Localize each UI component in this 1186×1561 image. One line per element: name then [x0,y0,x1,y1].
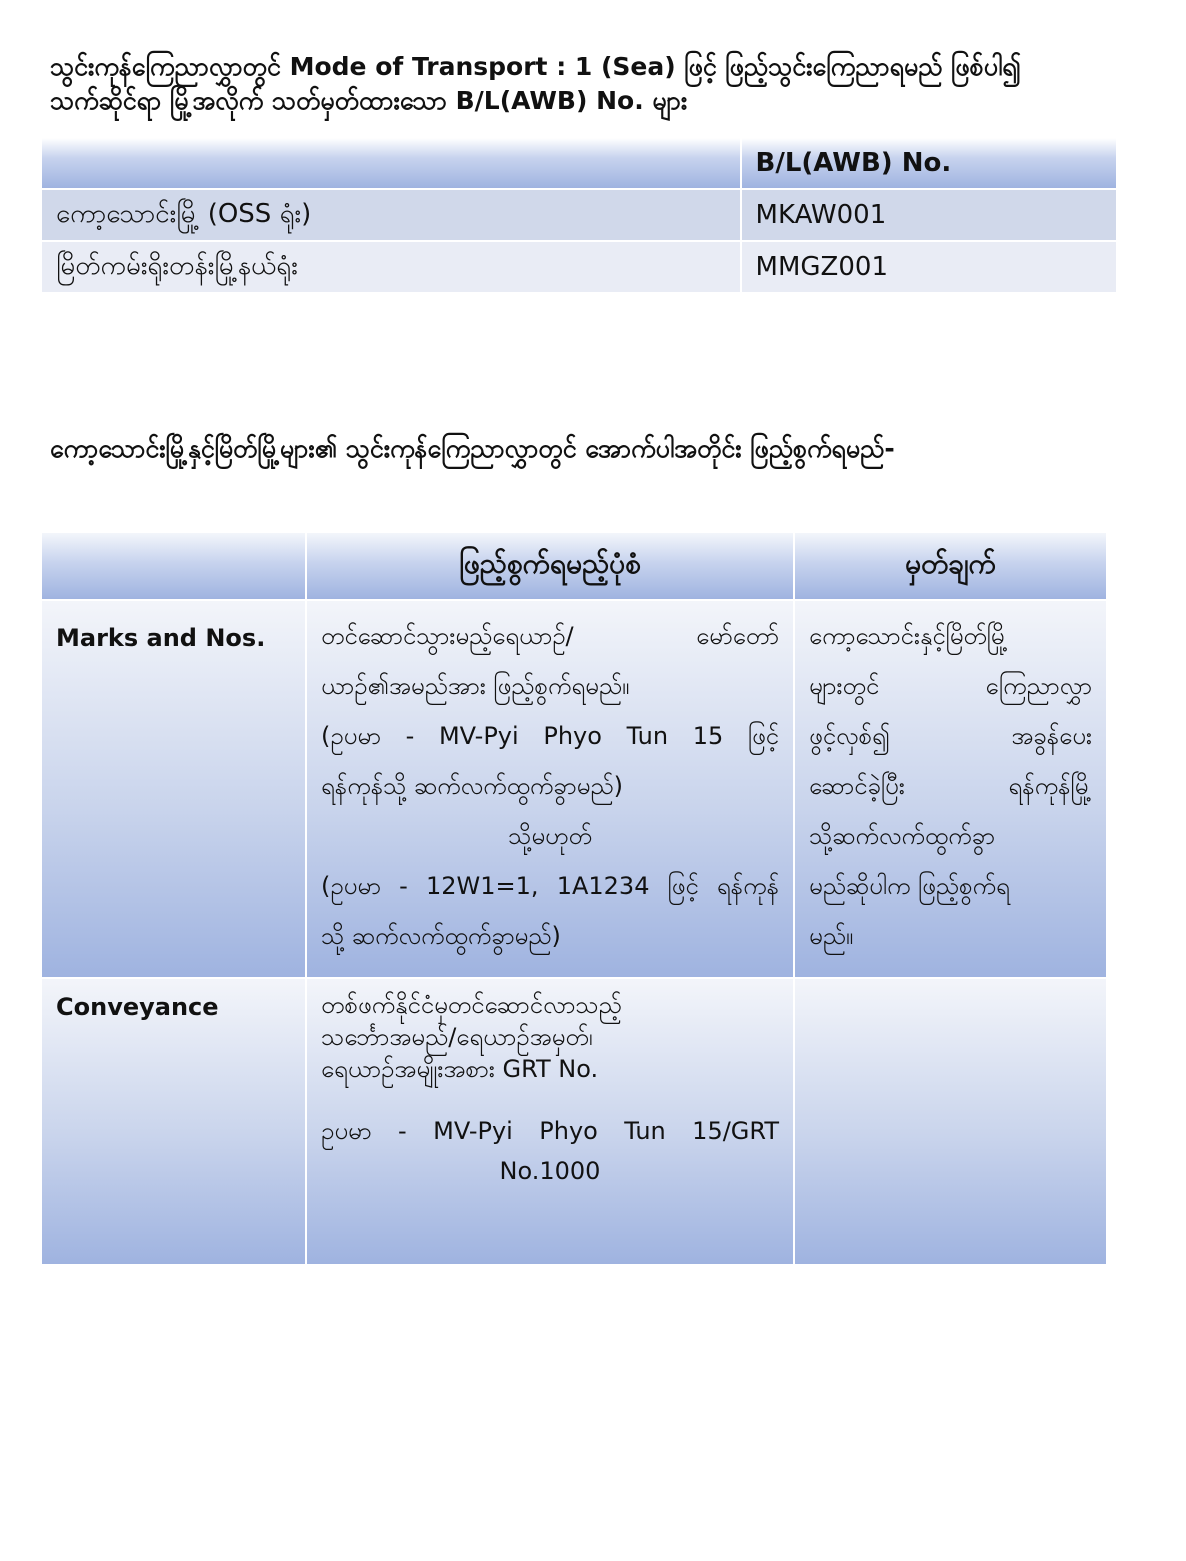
table-header-row [41,137,1117,189]
heading-fill-instructions: ကော့သောင်းမြို့နှင့်မြိတ်မြို့များ၏ သွင်းကုန်ကြေညာလွှာတွင် အောက်ပါအတိုင်း ဖြည့်စွက်ရမည်- [50,434,895,463]
desc-line: သို့မဟုတ် [508,822,592,850]
note-line: သို့ဆက်လက်ထွက်ခွာ [809,822,995,850]
header-bl-awb-no: B/L(AWB) No. [741,137,1117,189]
header-place [41,137,741,189]
desc-line: သို့ ဆက်လက်ထွက်ခွာမည်) [321,922,561,950]
header-fill-format: ဖြည့်စွက်ရမည့်ပုံစံ [306,532,794,600]
place-cell: ကော့သောင်းမြို့ (OSS ရုံး) [41,189,741,241]
heading-bl-numbers: သွင်းကုန်ကြေညာလွှာတွင် Mode of Transport : 1 (Sea) ဖြင့် ဖြည့်သွင်းကြေညာရမည် ဖြစ်ပါ၍ သက်ဆိုင်ရာ မြို့အလိုက် သတ်မှတ်ထားသော B/L(AWB) No. များ [50,52,1021,115]
example-line: No.1000 [499,1157,601,1185]
desc-line: တင်ဆောင်သွားမည့်ရေယာဉ်/ မော်တော် [321,622,779,650]
remarks-cell [794,600,1107,978]
table-row-marks [41,600,1107,978]
desc-line: (ဥပမာ - 12W1=1, 1A1234 ဖြင့် ရန်ကုန် [321,872,779,900]
header-remarks: မှတ်ချက် [794,532,1107,600]
table-row-conveyance [41,978,1107,1265]
table-header-row [41,532,1107,600]
spacer [321,1085,779,1115]
place-cell: မြိတ်ကမ်းရိုးတန်းမြို့နယ်ရုံး [41,241,741,293]
note-line: ကော့သောင်းနှင့်မြိတ်မြို့ [809,622,1009,650]
code-cell: MKAW001 [741,189,1117,241]
code-cell: MMGZ001 [741,241,1117,293]
desc-line: တစ်ဖက်နိုင်ငံမှတင်ဆောင်လာသည့် [321,991,622,1019]
note-line: ဖွင့်လှစ်၍ အခွန်ပေး [809,722,1092,750]
fill-format-cell [306,978,794,1265]
fill-instructions-table [40,531,1108,1266]
table-row [41,189,1117,241]
desc-line: (ဥပမာ - MV-Pyi Phyo Tun 15 ဖြင့် [321,722,779,750]
note-line: မည်။ [809,922,854,950]
desc-line: ရေယာဉ်အမျိုးအစား GRT No. [321,1055,599,1083]
desc-line: ယာဉ်၏အမည်အား ဖြည့်စွက်ရမည်။ [321,672,630,700]
table-row [41,241,1117,293]
example-line: ဥပမာ - MV-Pyi Phyo Tun 15/GRT [321,1117,779,1145]
remarks-cell [794,978,1107,1265]
note-line: များတွင် ကြေညာလွှာ [809,672,1092,700]
fill-format-cell [306,600,794,978]
bl-number-table [40,136,1118,294]
header-field [41,532,306,600]
desc-line: သင်္ဘောအမည်/ရေယာဉ်အမှတ်၊ [321,1023,593,1051]
note-line: မည်ဆိုပါက ဖြည့်စွက်ရ [809,872,1010,900]
field-label: Marks and Nos. [41,600,306,978]
desc-line: ရန်ကုန်သို့ ဆက်လက်ထွက်ခွာမည်) [321,772,623,800]
note-line: ဆောင်ခဲ့ပြီး ရန်ကုန်မြို့ [809,772,1092,800]
field-label: Conveyance [41,978,306,1265]
